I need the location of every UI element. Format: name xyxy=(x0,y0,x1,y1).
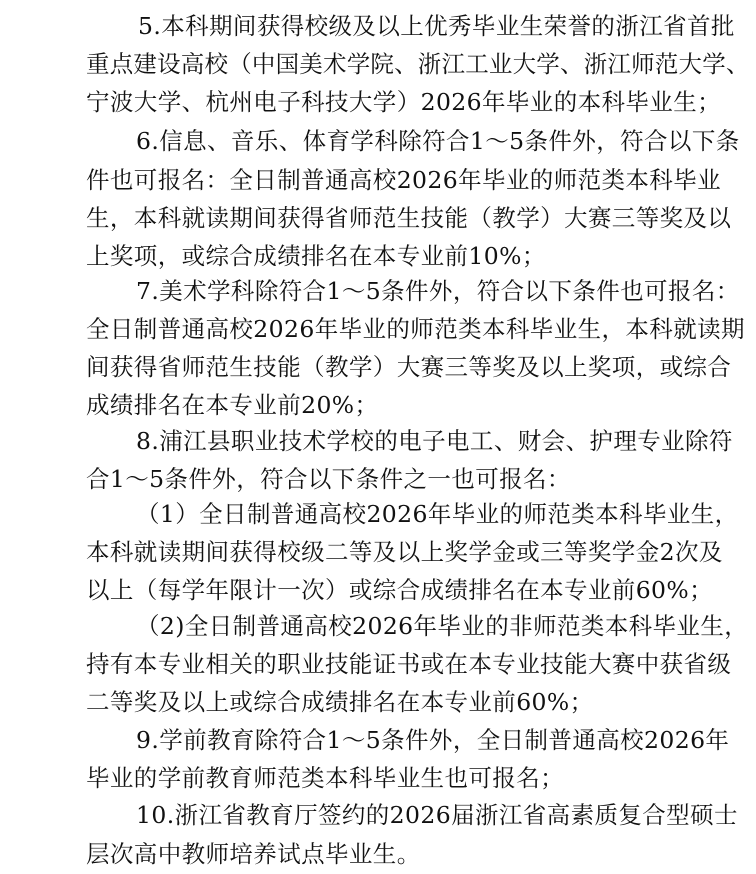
text-line: 持有本专业相关的职业技能证书或在本专业技能大赛中获省级 xyxy=(86,650,732,678)
text-line: 成绩排名在本专业前20%； xyxy=(86,391,379,419)
text-line: 9.学前教育除符合1～5条件外，全日制普通高校2026年 xyxy=(136,726,730,754)
text-line: 重点建设高校（中国美术学院、浙江工业大学、浙江师范大学、 xyxy=(86,50,750,78)
text-line: 层次高中教师培养试点毕业生。 xyxy=(86,840,421,868)
text-line: 以上（每学年限计一次）或综合成绩排名在本专业前60%； xyxy=(86,576,714,604)
text-line: 二等奖及以上或综合成绩排名在本专业前60%； xyxy=(86,688,594,716)
text-line: 间获得省师范生技能（教学）大赛三等奖及以上奖项，或综合 xyxy=(86,353,732,381)
text-line: 10.浙江省教育厅签约的2026届浙江省高素质复合型硕士 xyxy=(136,801,738,829)
text-line: 本科就读期间获得校级二等及以上奖学金或三等奖学金2次及 xyxy=(86,538,723,566)
text-line: 宁波大学、杭州电子科技大学）2026年毕业的本科毕业生； xyxy=(86,88,722,116)
text-line: （2)全日制普通高校2026年毕业的非师范类本科毕业生， xyxy=(136,612,749,640)
text-line: 8.浦江县职业技术学校的电子电工、财会、护理专业除符 xyxy=(136,427,733,455)
text-line: 6.信息、音乐、体育学科除符合1～5条件外，符合以下条 xyxy=(136,127,740,155)
text-line: （1）全日制普通高校2026年毕业的师范类本科毕业生， xyxy=(136,500,739,528)
text-line: 上奖项，或综合成绩排名在本专业前10%； xyxy=(86,242,546,270)
text-line: 件也可报名：全日制普通高校2026年毕业的师范类本科毕业 xyxy=(86,166,722,194)
text-line: 7.美术学科除符合1～5条件外，符合以下条件也可报名： xyxy=(136,277,740,305)
text-line: 合1～5条件外，符合以下条件之一也可报名： xyxy=(86,465,571,493)
text-line: 生，本科就读期间获得省师范生技能（教学）大赛三等奖及以 xyxy=(86,204,732,232)
text-line: 全日制普通高校2026年毕业的师范类本科毕业生，本科就读期 xyxy=(86,315,745,343)
text-line: 5.本科期间获得校级及以上优秀毕业生荣誉的浙江省首批 xyxy=(138,12,735,40)
text-line: 毕业的学前教育师范类本科毕业生也可报名； xyxy=(86,764,564,792)
